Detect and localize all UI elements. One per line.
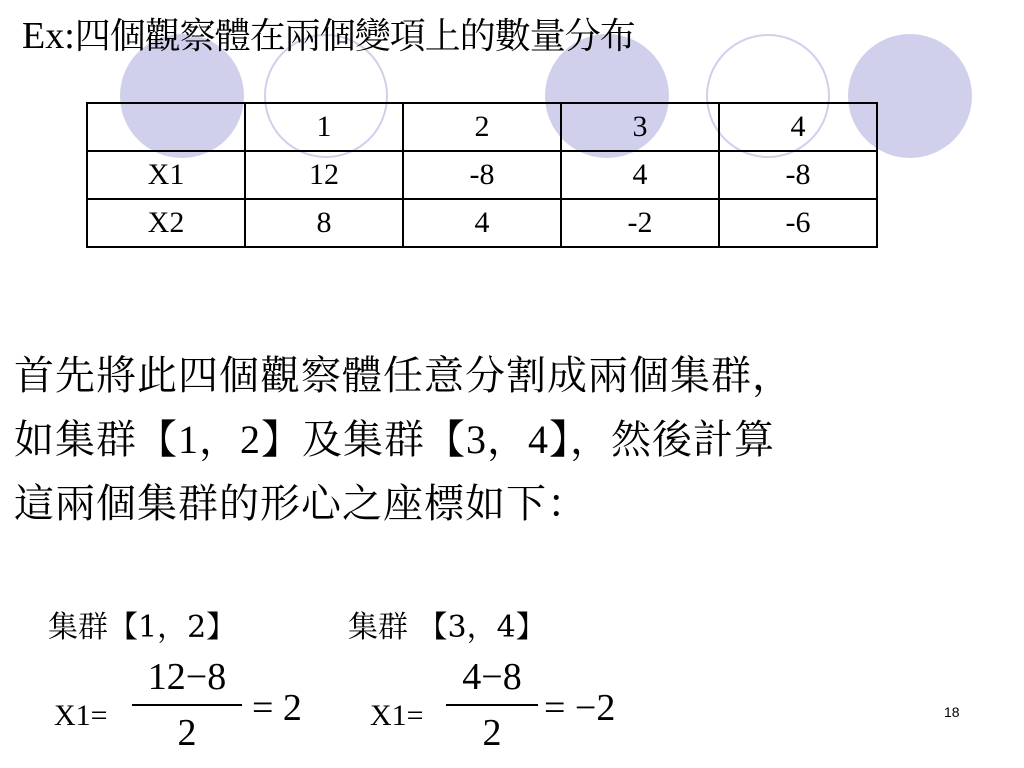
paragraph-number: 4 bbox=[528, 417, 549, 462]
table-cell: X1 bbox=[87, 151, 245, 199]
page-number: 18 bbox=[944, 704, 960, 720]
table-cell: 4 bbox=[403, 199, 561, 247]
table-row bbox=[87, 199, 877, 247]
cluster-2-denominator: 2 bbox=[482, 712, 502, 754]
paragraph-line-3: 這兩個集群的形心之座標如下： bbox=[14, 481, 588, 527]
cluster-2-fraction bbox=[446, 654, 538, 756]
paragraph-fragment: ， bbox=[199, 417, 240, 463]
table-header-cell bbox=[87, 103, 245, 151]
data-table bbox=[86, 102, 878, 248]
table-header-cell: 1 bbox=[245, 103, 403, 151]
table-cell: -8 bbox=[403, 151, 561, 199]
cluster-1-denominator: 2 bbox=[177, 712, 197, 754]
paragraph-number: 1 bbox=[178, 417, 199, 462]
paragraph-fragment: ， bbox=[487, 417, 528, 463]
cluster-2-formula-prefix: X1= bbox=[370, 699, 424, 732]
paragraph-fragment: 】，然後計算 bbox=[549, 417, 775, 463]
table-cell: 8 bbox=[245, 199, 403, 247]
cluster-1-result: = 2 bbox=[252, 687, 302, 729]
paragraph-line-1: 首先將此四個觀察體任意分割成兩個集群， bbox=[14, 353, 793, 399]
fraction-bar bbox=[446, 704, 538, 706]
table-cell: 4 bbox=[561, 151, 719, 199]
table-header-cell: 4 bbox=[719, 103, 877, 151]
paragraph-line-2 bbox=[14, 408, 793, 472]
table-cell: -6 bbox=[719, 199, 877, 247]
table-cell: -8 bbox=[719, 151, 877, 199]
table-cell: -2 bbox=[561, 199, 719, 247]
paragraph-fragment: 】及集群【 bbox=[261, 417, 466, 463]
fraction-bar bbox=[132, 704, 242, 706]
cluster-1-numerator: 12−8 bbox=[147, 656, 227, 698]
table-row bbox=[87, 151, 877, 199]
cluster-2-result: = −2 bbox=[544, 687, 616, 729]
table-header-cell: 3 bbox=[561, 103, 719, 151]
cluster-1-label: 集群【1，2】 bbox=[48, 610, 237, 645]
paragraph-number: 2 bbox=[240, 417, 261, 462]
table-header-cell: 2 bbox=[403, 103, 561, 151]
cluster-2-numerator: 4−8 bbox=[462, 656, 522, 698]
paragraph-number: 3 bbox=[466, 417, 487, 462]
cluster-1-formula-prefix: X1= bbox=[54, 699, 108, 732]
title-text: 四個觀察體在兩個變項上的數量分布 bbox=[74, 16, 635, 57]
paragraph-fragment: 如集群【 bbox=[14, 417, 178, 463]
cluster-1-fraction bbox=[132, 654, 242, 756]
table-cell: X2 bbox=[87, 199, 245, 247]
cluster-2-label: 集群 【3，4】 bbox=[348, 610, 546, 645]
title-prefix: Ex: bbox=[22, 15, 75, 57]
table-header-row bbox=[87, 103, 877, 151]
explanation-paragraph bbox=[14, 344, 793, 536]
table-cell: 12 bbox=[245, 151, 403, 199]
slide-title bbox=[22, 10, 635, 63]
